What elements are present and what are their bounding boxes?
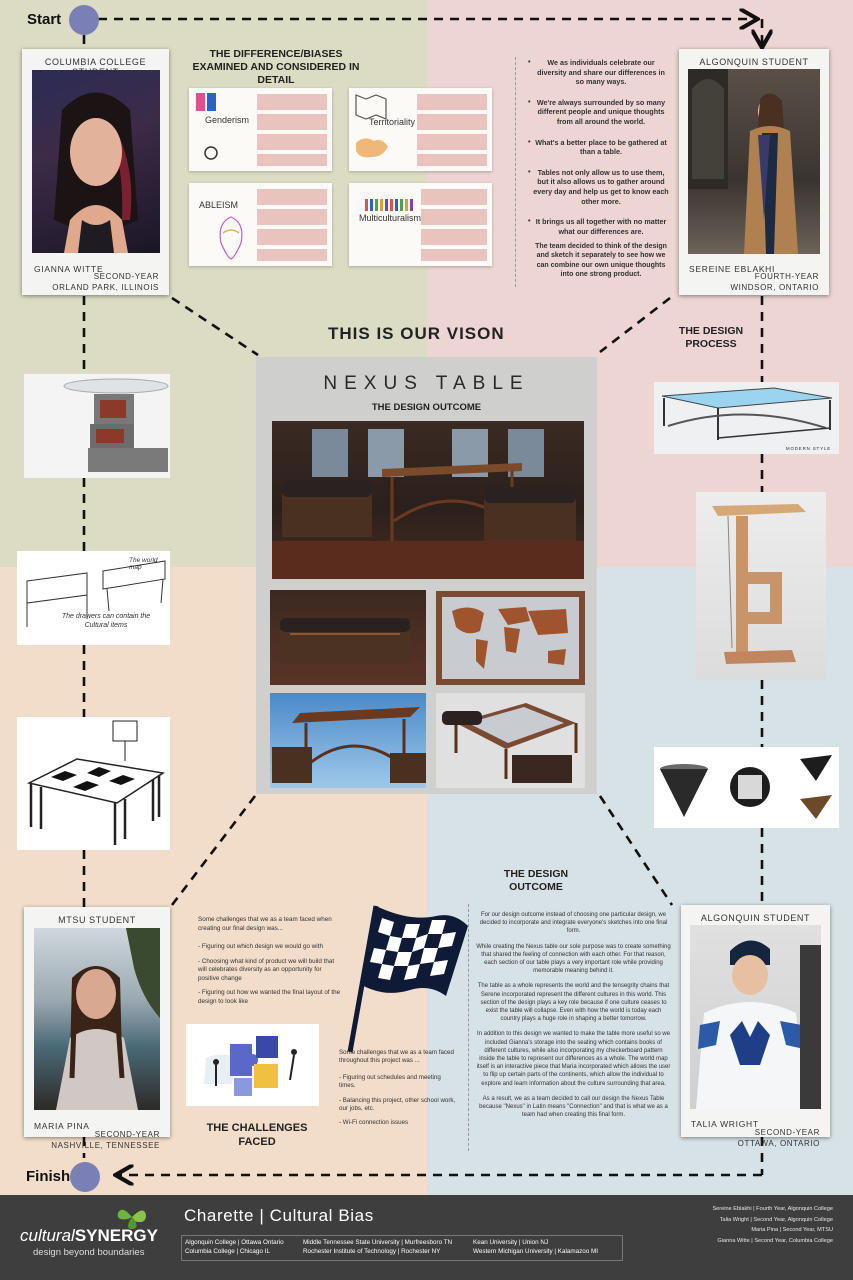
student-location: WINDSOR, ONTARIO — [730, 283, 819, 292]
challenges-intro-1: Some challenges that we as a team faced when creating our final design was... — [198, 916, 332, 932]
slide-multiculturalism — [349, 183, 492, 266]
challenges-block-2 — [339, 1049, 459, 1128]
school-item: Columbia College | Chicago IL — [185, 1248, 270, 1255]
checkered-flag-icon — [336, 898, 471, 1056]
challenge-item: - Figuring out which design we would go with — [198, 943, 323, 950]
challenge-item: - Figuring out how we wanted the final layout of the design to look like — [198, 989, 341, 1005]
puzzle-illustration — [186, 1024, 319, 1106]
nexus-table-panel — [256, 357, 597, 794]
student-card-maria — [24, 907, 170, 1150]
brand-name — [20, 1226, 158, 1246]
student-photo-sereine — [688, 69, 820, 254]
credit-item: Gianna Witte | Second Year, Columbia College — [717, 1237, 833, 1244]
outcome-title: THE DESIGN OUTCOME — [503, 868, 569, 893]
challenge-item: - Figuring out schedules and meeting times. — [339, 1073, 441, 1090]
student-year: SECOND-YEAR — [94, 1130, 160, 1139]
school-item: Kean University | Union NJ — [473, 1239, 549, 1246]
render-checker-shapes — [654, 747, 839, 828]
schools-col-1 — [185, 1238, 284, 1256]
nexus-title: NEXUS TABLE — [323, 373, 530, 394]
intro-bullets — [532, 58, 670, 247]
sketch-drawers — [17, 551, 170, 645]
school-item: Middle Tennessee State University | Murfreesboro TN — [303, 1239, 453, 1246]
intro-bullet: • We as individuals celebrate our diversity and share our differences in so many ways. — [532, 58, 670, 87]
student-role: COLUMBIA COLLEGE — [44, 57, 147, 67]
biases-title: THE DIFFERENCE/BIASES EXAMINED AND CONSIDERED IN DETAIL — [192, 48, 360, 86]
brand-word-1: cultural — [20, 1226, 75, 1245]
start-label: Start — [27, 11, 62, 28]
student-photo-talia — [690, 925, 821, 1109]
school-item: Algonquin College | Ottawa Ontario — [185, 1239, 284, 1246]
student-meta — [730, 271, 819, 293]
finish-dot — [70, 1162, 100, 1192]
student-name: SEREINE EBLAKHI — [689, 264, 776, 274]
intro-closing: The team decided to think of the design and sketch it separately to see how we can combine our own unique thoughts into one strong product. — [535, 243, 667, 279]
slide-territoriality — [349, 88, 492, 171]
sketch-storage-table — [24, 374, 170, 478]
sketch-note: The drawers can contain the Cultural items — [61, 613, 151, 629]
student-role: ALGONQUIN STUDENT — [699, 57, 809, 67]
school-item: Rochester Institute of Technology | Rochester NY — [303, 1248, 441, 1255]
student-photo-gianna — [32, 70, 160, 253]
render-main — [272, 421, 584, 579]
render-top-view — [436, 693, 585, 788]
slide-ableism — [189, 183, 332, 266]
student-meta — [52, 271, 159, 293]
vision-title: THIS IS OUR VISON — [328, 324, 505, 343]
student-meta — [738, 1127, 820, 1149]
student-card-talia — [681, 905, 830, 1148]
student-year: SECOND-YEAR — [93, 272, 159, 281]
credit-item: Sereine Eblakhi | Fourth Year, Algonquin College — [712, 1206, 833, 1212]
student-photo-maria — [34, 928, 160, 1110]
credit-item: Maria Pina | Second Year, MTSU — [751, 1227, 833, 1233]
student-card-sereine — [679, 49, 829, 295]
student-name: TALIA WRIGHT — [691, 1119, 759, 1129]
render-wooden-frame — [696, 492, 826, 680]
student-location: ORLAND PARK, ILLINOIS — [52, 283, 159, 292]
slide-title: Genderism — [205, 115, 250, 125]
challenges-intro-2: Some challenges that we as a team faced throughout this project was ... — [339, 1049, 454, 1065]
finish-label: Finish — [26, 1168, 71, 1185]
outcome-paragraph: For our design outcome instead of choosing one particular design, we decided to incorporate and integrate everyone's sketches into one final form. — [479, 912, 668, 935]
outcome-paragraph: In addition to this design we wanted to make the table more useful so we included Gianna's storage into the seating which contains books of different cultures, while also incorporating my checkerboard pattern inside the table to represent our differences as a whole. The world map itself is an interactive piece that Maria incorporated which allows the user to flip up certain parts of the continents, which allow the individual to explore and learn information about the culture surrounding that area. — [476, 1031, 671, 1087]
intro-bullet: • Tables not only allow us to use them, but it also allows us to gather around every day and help us get to know each other more. — [532, 168, 670, 206]
student-year: SECOND-YEAR — [754, 1128, 820, 1137]
schools-col-2 — [303, 1238, 452, 1256]
ableism-icon — [211, 213, 251, 263]
outcome-paragraph: The table as a whole represents the world and the tensegrity chains that Serene incorporated represent the different cultures in this world. This section of the design plays a key role because if one culture ceases to exist the table will collapse. Even with how the world is today each country plays a huge role in shaping a better tomorrow. — [477, 983, 670, 1023]
schools-col-3 — [473, 1238, 598, 1256]
student-name: GIANNA WITTE — [34, 264, 104, 274]
student-name: MARIA PINA — [34, 1121, 90, 1131]
design-process-title: THE DESIGN PROCESS — [678, 325, 744, 350]
intro-bullet: • What's a better place to be gathered at than a table. — [532, 138, 670, 157]
student-year: FOURTH-YEAR — [754, 272, 819, 281]
intro-bullet: • It brings us all together with no matter what our differences are. — [532, 217, 670, 236]
challenge-item: - Choosing what kind of product we will build that will celebrates diversity as an opportunity for positive change — [198, 957, 335, 982]
gender-icon — [194, 91, 230, 165]
outcome-paragraph: While creating the Nexus table our sole purpose was to create something that shared the feeling of connection with each other. For that reason, each section of our table plays a very important role while providing memorable meaning behind it. — [476, 943, 671, 975]
outcome-paragraph: As a result, we as a team decided to call our design the Nexus Table because "Nexus" in Latin means "Connection" and that is what we as a team had when creating this final form. — [479, 1095, 668, 1119]
sketch-note-top: The world map — [129, 557, 158, 571]
challenges-title: THE CHALLENGES FACED — [206, 1122, 308, 1148]
divider — [468, 904, 469, 1151]
footer — [0, 1195, 853, 1280]
nexus-subtitle: THE DESIGN OUTCOME — [371, 402, 482, 413]
slide-title: ABLEISM — [199, 200, 239, 210]
divider — [515, 57, 516, 287]
student-location: NASHVILLE, TENNESSEE — [51, 1141, 160, 1150]
start-dot — [69, 5, 99, 35]
student-card-gianna — [22, 49, 169, 295]
render-modern-style — [654, 382, 839, 454]
student-role: MTSU STUDENT — [58, 915, 136, 925]
challenge-item: - Balancing this project, other school work, our jobs, etc. — [339, 1096, 456, 1113]
student-meta — [51, 1129, 160, 1151]
student-location: OTTAWA, ONTARIO — [737, 1139, 820, 1148]
render-seating — [270, 590, 426, 685]
challenges-block-1 — [198, 916, 343, 1006]
modern-style-label: MODERN STYLE — [785, 446, 831, 451]
brand-word-2: SYNERGY — [74, 1226, 158, 1245]
slide-title: Territoriality — [369, 117, 416, 127]
render-world-map — [436, 591, 585, 685]
credit-item: Talia Wright | Second Year, Algonquin College — [719, 1216, 833, 1223]
slide-title: Multiculturalism — [359, 213, 422, 223]
people-icon — [363, 193, 417, 213]
student-role: ALGONQUIN STUDENT — [700, 913, 811, 923]
challenge-item: - Wi-Fi connection issues — [339, 1119, 409, 1127]
intro-bullet: • We're always surrounded by so many different people and unique thoughts from all around the world. — [532, 98, 670, 127]
school-item: Western Michigan University | Kalamazoo MI — [473, 1248, 599, 1255]
render-tensegrity — [270, 693, 426, 788]
credits — [673, 1204, 833, 1246]
brand-tagline: design beyond boundaries — [33, 1247, 145, 1258]
sketch-checker-table — [17, 717, 170, 850]
outcome-text — [476, 911, 671, 1119]
map-icon — [352, 91, 392, 167]
slide-genderism — [189, 88, 332, 171]
footer-title: Charette | Cultural Bias — [184, 1206, 374, 1225]
